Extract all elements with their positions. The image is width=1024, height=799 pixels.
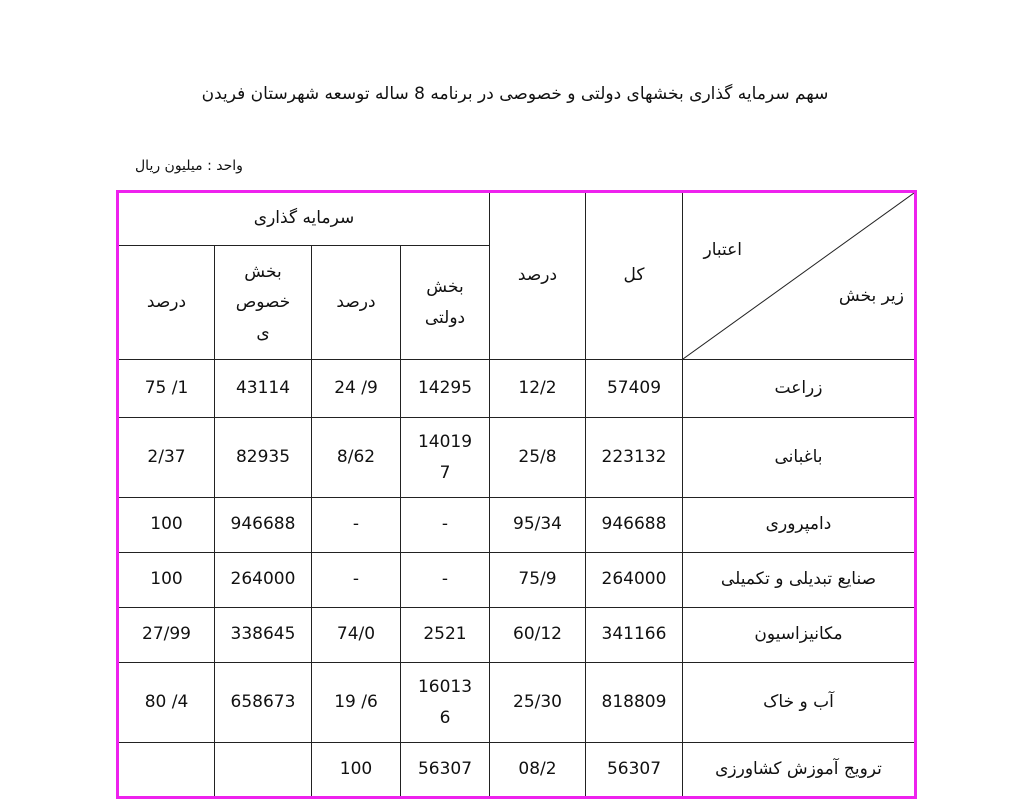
cell-public-line1: 16013 [417, 676, 473, 697]
cell-total: 223132 [586, 418, 683, 498]
cell-private-percent: 75 /1 [118, 360, 215, 418]
header-total: کل [586, 192, 683, 360]
cell-subsector: مکانیزاسیون [683, 608, 916, 663]
cell-private: 264000 [215, 553, 312, 608]
cell-subsector: زراعت [683, 360, 916, 418]
cell-subsector: آب و خاک [683, 663, 916, 743]
cell-subsector: صنایع تبدیلی و تکمیلی [683, 553, 916, 608]
table-row [118, 663, 916, 743]
cell-total: 818809 [586, 663, 683, 743]
cell-public-percent: 19 /6 [312, 663, 401, 743]
cell-public-percent: - [312, 498, 401, 553]
header-percent: درصد [490, 192, 586, 360]
cell-private [215, 743, 312, 798]
cell-private-percent: 100 [118, 553, 215, 608]
cell-percent: 25/30 [490, 663, 586, 743]
cell-public-percent: 74/0 [312, 608, 401, 663]
cell-public: 56307 [401, 743, 490, 798]
cell-subsector: دامپروری [683, 498, 916, 553]
cell-percent: 60/12 [490, 608, 586, 663]
table-row [118, 498, 916, 553]
cell-total: 946688 [586, 498, 683, 553]
unit-label: واحد : میلیون ریال [135, 158, 243, 174]
cell-subsector: ترویج آموزش کشاورزی [683, 743, 916, 798]
cell-public-line2: 6 [439, 707, 451, 728]
cell-public-percent: 8/62 [312, 418, 401, 498]
investment-table [116, 190, 917, 799]
cell-public: 2521 [401, 608, 490, 663]
cell-public: - [401, 498, 490, 553]
header-private-line3: ی [256, 322, 270, 343]
header-private-line1: بخش [244, 261, 282, 282]
cell-subsector: باغبانی [683, 418, 916, 498]
cell-public-line2: 7 [439, 462, 451, 483]
header-private-sector [215, 246, 312, 360]
header-public-sector [401, 246, 490, 360]
cell-public-percent: 100 [312, 743, 401, 798]
cell-private: 82935 [215, 418, 312, 498]
cell-private-percent: 27/99 [118, 608, 215, 663]
cell-total: 341166 [586, 608, 683, 663]
table-row [118, 743, 916, 798]
cell-total: 264000 [586, 553, 683, 608]
cell-percent: 75/9 [490, 553, 586, 608]
cell-private: 338645 [215, 608, 312, 663]
diagonal-line [683, 193, 914, 359]
cell-public: - [401, 553, 490, 608]
header-public-line2: دولتی [424, 307, 466, 328]
cell-percent: 95/34 [490, 498, 586, 553]
cell-public: 14295 [401, 360, 490, 418]
cell-public [401, 663, 490, 743]
cell-private: 43114 [215, 360, 312, 418]
table-row [118, 608, 916, 663]
cell-public-line1: 14019 [417, 431, 473, 452]
cell-public-percent: 24 /9 [312, 360, 401, 418]
header-corner-cell [683, 192, 916, 360]
header-subsector: زیر بخش [838, 286, 904, 306]
cell-percent: 08/2 [490, 743, 586, 798]
cell-public [401, 418, 490, 498]
cell-private-percent: 80 /4 [118, 663, 215, 743]
table-row [118, 553, 916, 608]
header-public-line1: بخش [426, 276, 464, 297]
table-row [118, 418, 916, 498]
header-percent-private: درصد [118, 246, 215, 360]
cell-private: 946688 [215, 498, 312, 553]
cell-percent: 12/2 [490, 360, 586, 418]
cell-total: 57409 [586, 360, 683, 418]
header-investment: سرمایه گذاری [118, 192, 490, 246]
cell-private-percent: 100 [118, 498, 215, 553]
cell-percent: 25/8 [490, 418, 586, 498]
cell-private: 658673 [215, 663, 312, 743]
cell-total: 56307 [586, 743, 683, 798]
header-credit: اعتبار [703, 240, 742, 260]
cell-private-percent [118, 743, 215, 798]
header-percent-public: درصد [312, 246, 401, 360]
cell-private-percent: 2/37 [118, 418, 215, 498]
table-row [118, 360, 916, 418]
cell-public-percent: - [312, 553, 401, 608]
document-title: سهم سرمایه گذاری بخشهای دولتی و خصوصی در برنامه 8 ساله توسعه شهرستان فریدن [201, 84, 829, 104]
header-private-line2: خصوص [235, 292, 291, 313]
